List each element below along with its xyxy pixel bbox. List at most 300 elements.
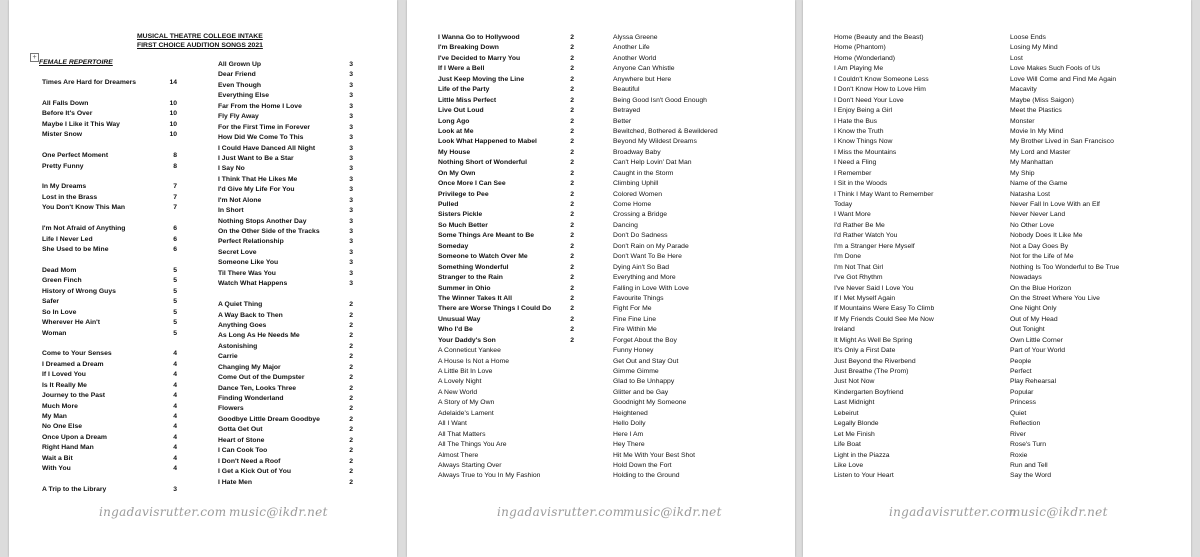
song-title: Roxie [1010, 451, 1028, 459]
song-title: If I Met Myself Again [834, 294, 896, 302]
song-row [834, 190, 994, 200]
song-count: 10 [169, 99, 177, 107]
song-count: 5 [173, 329, 177, 337]
song-count: 3 [173, 486, 177, 494]
song-count: 3 [349, 123, 353, 131]
song-title: Lost in the Brass [42, 193, 98, 201]
song-count: 3 [349, 61, 353, 68]
song-row [613, 304, 763, 314]
song-title: Bewitched, Bothered & Bewildered [613, 127, 718, 135]
song-row [613, 294, 763, 304]
song-title: I Say No [218, 165, 245, 173]
song-row [438, 210, 574, 220]
song-count: 2 [570, 242, 574, 250]
song-row [834, 169, 994, 179]
song-row [218, 258, 353, 268]
song-row [438, 398, 574, 408]
song-title: All The Things You Are [438, 441, 507, 449]
song-count: 4 [173, 360, 177, 368]
song-row [613, 263, 763, 273]
song-row [613, 200, 763, 210]
song-title: For the First Time in Forever [218, 123, 311, 131]
song-title: My Ship [1010, 169, 1035, 177]
song-row [438, 85, 574, 95]
song-title: Nowadays [1010, 274, 1042, 282]
song-title: Lost [1010, 54, 1023, 62]
song-title: A New World [438, 388, 478, 396]
document-page-3 [803, 0, 1191, 557]
song-title: Once More I Can See [438, 180, 506, 188]
song-row [438, 377, 574, 387]
song-row [1010, 284, 1180, 294]
song-row [42, 308, 177, 318]
song-title: Carrie [218, 353, 238, 361]
song-title: There are Worse Things I Could Do [438, 305, 552, 313]
row-spacer [42, 255, 177, 265]
song-title: Get Out and Stay Out [613, 357, 679, 365]
row-spacer [42, 172, 177, 182]
song-row [1010, 179, 1180, 189]
song-title: Something Wonderful [438, 263, 509, 271]
song-row [42, 235, 177, 245]
song-title: Nothing Short of Wonderful [438, 159, 527, 167]
song-title: Fine Fine Line [613, 315, 657, 323]
song-row [218, 123, 353, 133]
song-row [218, 81, 353, 91]
song-title: I'm a Stranger Here Myself [834, 242, 915, 250]
song-row [42, 151, 177, 161]
song-row [1010, 221, 1180, 231]
song-row [834, 148, 994, 158]
song-row [42, 329, 177, 339]
song-title: Climbing Uphill [613, 180, 659, 188]
song-count: 3 [349, 134, 353, 142]
song-title: A Quiet Thing [218, 301, 263, 309]
song-row [438, 440, 574, 450]
song-row [613, 346, 763, 356]
song-title: I Can Cook Too [218, 447, 268, 455]
song-title: All That Matters [438, 430, 486, 438]
song-row [438, 231, 574, 241]
song-row [42, 297, 177, 307]
song-title: Hold Down the Fort [613, 461, 672, 469]
song-row [1010, 252, 1180, 262]
song-count: 2 [570, 336, 574, 344]
song-title: I Just Want to Be a Star [218, 154, 294, 162]
song-row [613, 252, 763, 262]
song-title: One Perfect Moment [42, 152, 109, 160]
song-count: 2 [570, 294, 574, 302]
song-row [613, 33, 763, 43]
song-title: Hit Me With Your Best Shot [613, 451, 695, 459]
song-title: Macavity [1010, 86, 1037, 94]
song-row [834, 471, 994, 481]
song-row [1010, 273, 1180, 283]
song-title: Anything Goes [218, 321, 267, 329]
song-title: Nobody Does It Like Me [1010, 232, 1083, 240]
song-title: Lebeirut [834, 409, 859, 417]
song-title: Broadway Baby [613, 148, 661, 156]
song-row [1010, 357, 1180, 367]
song-row [438, 179, 574, 189]
song-count: 2 [570, 107, 574, 115]
song-count: 3 [349, 92, 353, 100]
song-title: Come Home [613, 201, 652, 208]
table-move-handle-icon[interactable]: + [30, 53, 39, 62]
song-title: My House [438, 148, 471, 156]
song-row [218, 394, 353, 404]
song-row [438, 346, 574, 356]
song-row [42, 203, 177, 213]
song-title: Listen to Your Heart [834, 472, 894, 480]
row-spacer [42, 141, 177, 151]
song-row [834, 33, 994, 43]
song-title: So Much Better [438, 221, 488, 229]
song-row [834, 43, 994, 53]
song-row [42, 287, 177, 297]
song-title: Dance Ten, Looks Three [218, 384, 297, 392]
song-row [1010, 430, 1180, 440]
song-count: 4 [173, 392, 177, 400]
song-title: If I Loved You [42, 371, 86, 379]
song-row [438, 273, 574, 283]
song-row [218, 217, 353, 227]
song-count: 6 [173, 225, 177, 233]
song-count: 2 [349, 384, 353, 392]
song-row [834, 336, 994, 346]
song-row [438, 430, 574, 440]
section-heading: FEMALE REPERTOIRE [39, 59, 113, 66]
song-count: 8 [173, 152, 177, 160]
song-title: Once Upon a Dream [42, 433, 107, 441]
song-title: With You [42, 465, 71, 473]
song-title: On the Street Where You Live [1010, 294, 1100, 302]
song-count: 10 [169, 131, 177, 139]
song-title: Reflection [1010, 420, 1041, 428]
song-title: Perfect [1010, 368, 1032, 375]
song-count: 7 [173, 204, 177, 212]
song-count: 2 [570, 305, 574, 313]
song-title: Losing My Mind [1010, 44, 1058, 52]
song-row [218, 70, 353, 80]
song-count: 2 [570, 44, 574, 52]
song-title: Some Things Are Meant to Be [438, 232, 535, 240]
song-title: Stranger to the Rain [438, 274, 503, 282]
song-title: On the Blue Horizon [1010, 284, 1072, 292]
song-title: One Night Only [1010, 305, 1057, 313]
song-count: 2 [570, 75, 574, 83]
song-row [834, 54, 994, 64]
song-row [613, 85, 763, 95]
song-count: 2 [349, 478, 353, 486]
song-title: Maybe I Like it This Way [42, 120, 120, 128]
song-title: A Lovely Night [438, 378, 482, 386]
song-title: Never Never Land [1010, 211, 1066, 219]
song-row [1010, 409, 1180, 419]
song-title: Legally Blonde [834, 420, 879, 428]
song-title: Hello Dolly [613, 420, 646, 428]
song-title: I'd Give My Life For You [218, 186, 295, 194]
song-row [1010, 388, 1180, 398]
song-title: I Know Things Now [834, 138, 893, 146]
song-count: 3 [349, 259, 353, 267]
song-count: 3 [349, 113, 353, 121]
song-title: Far From the Home I Love [218, 102, 302, 110]
song-row [42, 422, 177, 432]
song-row [613, 325, 763, 335]
song-title: Privilege to Pee [438, 190, 489, 198]
song-title: I Get a Kick Out of You [218, 468, 292, 476]
song-count: 5 [173, 277, 177, 285]
song-title: Always True to You In My Fashion [438, 472, 541, 480]
song-title: Dead Mom [42, 266, 77, 274]
song-title: A Way Back to Then [218, 311, 283, 319]
song-title: Gotta Get Out [218, 426, 263, 434]
song-title: Nothing Stops Another Day [218, 217, 307, 225]
song-count: 6 [173, 246, 177, 253]
song-title: I'd Rather Be Me [834, 221, 885, 229]
song-title: Natasha Lost [1010, 190, 1051, 198]
song-row [834, 106, 994, 116]
song-title: Journey to the Past [42, 392, 106, 400]
song-row [1010, 127, 1180, 137]
song-row [1010, 346, 1180, 356]
song-row [834, 398, 994, 408]
song-title: I Don't Need Your Love [834, 96, 904, 104]
song-row [218, 112, 353, 122]
song-row [218, 467, 353, 477]
song-title: I'm Not Afraid of Anything [42, 225, 126, 233]
song-count: 3 [349, 217, 353, 225]
song-row [218, 342, 353, 352]
song-title: Being Good Isn't Good Enough [613, 96, 707, 104]
song-title: Beautiful [613, 86, 640, 94]
song-row [42, 433, 177, 443]
song-row [218, 384, 353, 394]
song-count: 2 [570, 65, 574, 73]
song-row [218, 164, 353, 174]
song-title: Forget About the Boy [613, 336, 677, 344]
song-count: 3 [349, 238, 353, 246]
song-title: I Couldn't Know Someone Less [834, 75, 929, 83]
song-title: In My Dreams [42, 183, 87, 191]
song-title: Goodnight My Someone [613, 399, 687, 407]
song-row [834, 430, 994, 440]
song-count: 2 [570, 96, 574, 104]
song-title: Just Not Now [834, 378, 875, 386]
song-title: I Sit in the Woods [834, 180, 888, 188]
song-count: 2 [349, 363, 353, 371]
song-row [438, 64, 574, 74]
song-title: Home (Wonderland) [834, 54, 896, 62]
song-row [42, 162, 177, 172]
song-row [1010, 325, 1180, 335]
song-title: Til There Was You [218, 269, 276, 277]
song-title: Rose's Turn [1010, 441, 1047, 449]
song-title: Look at Me [438, 127, 474, 135]
song-title: I Want More [834, 211, 871, 219]
song-row [834, 231, 994, 241]
song-count: 14 [169, 79, 177, 86]
song-title: Almost There [438, 451, 479, 459]
song-row [218, 60, 353, 70]
song-row [1010, 336, 1180, 346]
song-row [438, 263, 574, 273]
song-title: Ireland [834, 326, 855, 334]
song-title: A Story of My Own [438, 399, 495, 407]
song-row [834, 85, 994, 95]
song-row [834, 357, 994, 367]
song-title: How Did We Come To This [218, 134, 304, 142]
song-title: Can't Help Lovin' Dat Man [613, 159, 692, 167]
song-row [218, 154, 353, 164]
song-count: 2 [349, 457, 353, 465]
song-title: It's Only a First Date [834, 347, 896, 355]
song-title: Not a Day Goes By [1010, 242, 1069, 250]
song-title: Out Tonight [1010, 326, 1045, 334]
song-row [834, 294, 994, 304]
song-row [1010, 242, 1180, 252]
song-title: Run and Tell [1010, 461, 1048, 469]
song-title: She Used to be Mine [42, 246, 109, 253]
song-row [438, 284, 574, 294]
song-row [613, 221, 763, 231]
song-row [834, 117, 994, 127]
song-title: A House Is Not a Home [438, 357, 510, 365]
song-count: 8 [173, 162, 177, 170]
song-count: 3 [349, 144, 353, 152]
song-row [1010, 461, 1180, 471]
song-row [834, 127, 994, 137]
song-row [834, 440, 994, 450]
song-row [438, 471, 574, 481]
row-spacer [42, 214, 177, 224]
song-title: Unusual Way [438, 315, 481, 323]
song-title: Not for the Life of Me [1010, 253, 1074, 261]
song-row [1010, 263, 1180, 273]
song-title: In Short [218, 207, 244, 215]
song-row [438, 252, 574, 262]
song-row [218, 175, 353, 185]
song-title: Anyone Can Whistle [613, 65, 675, 73]
song-title: I Dreamed a Dream [42, 360, 104, 368]
song-row [1010, 64, 1180, 74]
song-title: All Grown Up [218, 61, 262, 68]
song-count: 4 [173, 465, 177, 473]
song-row [834, 64, 994, 74]
song-row [438, 54, 574, 64]
song-row [42, 99, 177, 109]
song-row [613, 179, 763, 189]
song-row [613, 169, 763, 179]
song-row [613, 231, 763, 241]
song-column-2 [218, 60, 353, 488]
song-title: Come to Your Senses [42, 350, 112, 358]
song-title: Princess [1010, 399, 1037, 407]
song-row [438, 158, 574, 168]
song-row [613, 471, 763, 481]
song-title: Glad to Be Unhappy [613, 378, 675, 386]
song-row [218, 91, 353, 101]
song-row [438, 190, 574, 200]
song-row [1010, 85, 1180, 95]
song-count: 3 [349, 165, 353, 173]
song-count: 4 [173, 402, 177, 410]
song-row [438, 200, 574, 210]
song-row [42, 443, 177, 453]
song-title: I've Never Said I Love You [834, 284, 914, 292]
song-title: Even Though [218, 81, 262, 89]
song-count: 3 [349, 175, 353, 183]
song-title: Play Rehearsal [1010, 378, 1057, 386]
song-title: Fight For Me [613, 305, 652, 313]
document-page-2 [407, 0, 795, 557]
song-row [613, 96, 763, 106]
song-count: 10 [169, 120, 177, 128]
song-title: Love Will Come and Find Me Again [1010, 75, 1117, 83]
song-row [438, 148, 574, 158]
song-title: No Other Love [1010, 221, 1055, 229]
song-title: I Enjoy Being a Girl [834, 107, 893, 115]
song-title: Gimme Gimme [613, 368, 659, 375]
song-title: I Don't Need a Roof [218, 457, 281, 465]
song-column-1 [42, 78, 177, 496]
song-row [438, 242, 574, 252]
song-title: Perfect Relationship [218, 238, 284, 246]
song-title: Life I Never Led [42, 235, 93, 243]
song-title: Holding to the Ground [613, 472, 680, 480]
song-title: Dear Friend [218, 71, 256, 79]
row-spacer [42, 339, 177, 349]
song-title: Someday [438, 242, 469, 250]
song-row [1010, 117, 1180, 127]
song-title: Flowers [218, 405, 244, 413]
song-count: 3 [349, 280, 353, 288]
song-row [1010, 158, 1180, 168]
song-row [613, 148, 763, 158]
song-title: My Manhattan [1010, 159, 1054, 167]
song-row [42, 485, 177, 495]
song-title: Light in the Piazza [834, 451, 890, 459]
song-title: Another World [613, 54, 657, 62]
song-count: 7 [173, 193, 177, 201]
song-title: If Mountains Were Easy To Climb [834, 305, 935, 313]
song-count: 2 [349, 415, 353, 423]
song-row [834, 75, 994, 85]
song-row [1010, 75, 1180, 85]
song-title: No One Else [42, 423, 83, 431]
song-title: Sisters Pickle [438, 211, 483, 219]
song-count: 2 [349, 436, 353, 444]
song-row [218, 196, 353, 206]
song-title: On the Other Side of the Tracks [218, 228, 320, 235]
song-title: I'm Not Alone [218, 196, 262, 204]
song-title: Who I'd Be [438, 326, 473, 334]
song-title: Part of Your World [1010, 347, 1066, 355]
song-title: Don't Want To Be Here [613, 253, 682, 261]
song-row [218, 425, 353, 435]
song-count: 3 [349, 269, 353, 277]
song-title: I'd Rather Watch You [834, 232, 898, 240]
row-spacer [42, 475, 177, 485]
song-count: 2 [570, 284, 574, 292]
song-row [218, 269, 353, 279]
song-title: I Could Have Danced All Night [218, 144, 316, 152]
song-title: I Remember [834, 169, 872, 177]
song-row [438, 325, 574, 335]
song-row [1010, 471, 1180, 481]
song-title: I Know the Truth [834, 127, 884, 135]
